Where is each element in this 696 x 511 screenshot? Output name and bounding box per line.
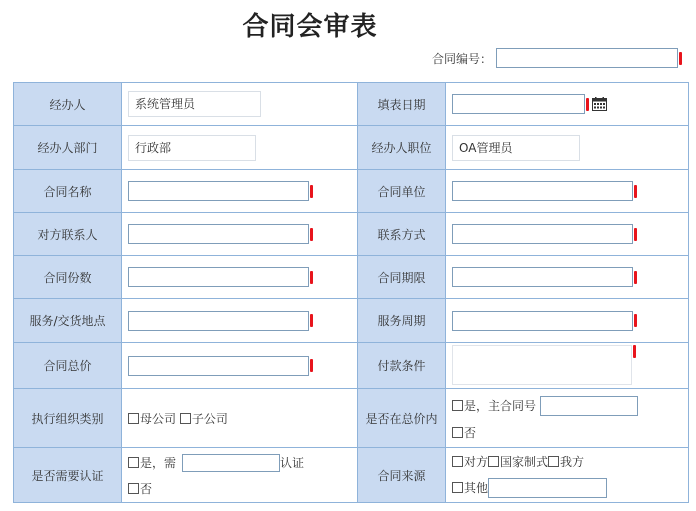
required-icon — [310, 185, 313, 198]
page-title: 合同会审表 — [242, 12, 378, 42]
checkbox[interactable] — [452, 400, 463, 411]
contract-number-label: 合同编号： — [432, 51, 493, 66]
required-icon — [310, 228, 313, 241]
checkbox[interactable] — [128, 413, 139, 424]
fill-date-input[interactable] — [452, 94, 585, 114]
payment-terms-label: 付款条件 — [358, 343, 446, 389]
handler-label: 经办人 — [14, 83, 122, 126]
org-type-label: 执行组织类别 — [14, 389, 122, 448]
certify-type-input[interactable] — [182, 454, 280, 472]
payment-terms-textarea[interactable] — [452, 345, 632, 385]
table-row — [14, 126, 689, 170]
contract-unit-input[interactable] — [452, 181, 633, 201]
table-row — [14, 213, 689, 256]
option-in-total-yes[interactable] — [452, 397, 536, 414]
contact-method-label: 联系方式 — [358, 213, 446, 256]
option-in-total-no-label: 否 — [464, 425, 477, 440]
option-certify-no-label: 否 — [140, 481, 153, 496]
dept-label: 经办人部门 — [14, 126, 122, 170]
source-other-input[interactable] — [488, 478, 607, 498]
required-icon — [310, 359, 313, 372]
contract-number-input[interactable] — [496, 48, 678, 68]
option-source-ours-label: 我方 — [560, 454, 585, 469]
option-parent-label: 母公司 — [140, 411, 177, 426]
checkbox[interactable] — [452, 427, 463, 438]
checkbox[interactable] — [488, 456, 499, 467]
handler-value: 系统管理员 — [128, 91, 261, 117]
dept-value: 行政部 — [128, 135, 256, 161]
period-input[interactable] — [452, 311, 633, 331]
option-in-total-no[interactable] — [452, 424, 476, 441]
in-total-label: 是否在总价内 — [358, 389, 446, 448]
required-icon — [634, 185, 637, 198]
table-row — [14, 299, 689, 343]
position-value: OA管理员 — [452, 135, 580, 161]
required-icon — [310, 271, 313, 284]
required-icon — [679, 52, 682, 65]
option-certify-no[interactable] — [128, 480, 152, 497]
required-icon — [586, 98, 589, 111]
table-row — [14, 256, 689, 299]
counter-contact-input[interactable] — [128, 224, 309, 244]
period-label: 服务周期 — [358, 299, 446, 343]
term-input[interactable] — [452, 267, 633, 287]
copies-label: 合同份数 — [14, 256, 122, 299]
certify-label: 是否需要认证 — [14, 448, 122, 503]
option-subsidiary[interactable] — [180, 410, 228, 427]
required-icon — [634, 271, 637, 284]
checkbox[interactable] — [180, 413, 191, 424]
checkbox[interactable] — [452, 456, 463, 467]
table-row — [14, 83, 689, 126]
option-source-counter-label: 对方 — [464, 454, 489, 469]
contact-method-input[interactable] — [452, 224, 633, 244]
location-label: 服务/交货地点 — [14, 299, 122, 343]
option-source-other[interactable] — [452, 479, 488, 496]
contract-name-input[interactable] — [128, 181, 309, 201]
review-form-table — [13, 82, 689, 503]
option-parent-company[interactable] — [128, 410, 176, 427]
required-icon — [634, 228, 637, 241]
option-source-counter[interactable] — [452, 453, 488, 470]
contract-name-label: 合同名称 — [14, 170, 122, 213]
option-source-ours[interactable] — [548, 453, 584, 470]
position-label: 经办人职位 — [358, 126, 446, 170]
term-label: 合同期限 — [358, 256, 446, 299]
checkbox[interactable] — [128, 483, 139, 494]
option-in-total-yes-label: 是，主合同号 — [464, 399, 537, 413]
option-certify-yes-label: 是，需 — [140, 456, 177, 470]
source-label: 合同来源 — [358, 448, 446, 503]
contract-number-row — [432, 48, 682, 68]
option-subsidiary-label: 子公司 — [191, 411, 228, 426]
certify-suffix: 认证 — [280, 456, 305, 470]
required-icon — [633, 345, 636, 358]
total-price-label: 合同总价 — [14, 343, 122, 389]
table-row — [14, 343, 689, 389]
total-price-input[interactable] — [128, 356, 309, 376]
checkbox[interactable] — [548, 456, 559, 467]
counter-contact-label: 对方联系人 — [14, 213, 122, 256]
checkbox[interactable] — [128, 457, 139, 468]
contract-unit-label: 合同单位 — [358, 170, 446, 213]
calendar-icon[interactable] — [592, 97, 607, 111]
option-certify-yes[interactable] — [128, 454, 176, 471]
fill-date-label: 填表日期 — [358, 83, 446, 126]
location-input[interactable] — [128, 311, 309, 331]
table-row — [14, 448, 689, 503]
option-source-other-label: 其他 — [464, 481, 489, 495]
option-source-national[interactable] — [488, 453, 548, 470]
table-row — [14, 389, 689, 448]
table-row — [14, 170, 689, 213]
option-source-national-label: 国家制式 — [500, 454, 549, 469]
checkbox[interactable] — [452, 482, 463, 493]
required-icon — [310, 314, 313, 327]
copies-input[interactable] — [128, 267, 309, 287]
main-contract-no-input[interactable] — [540, 396, 638, 416]
required-icon — [634, 314, 637, 327]
